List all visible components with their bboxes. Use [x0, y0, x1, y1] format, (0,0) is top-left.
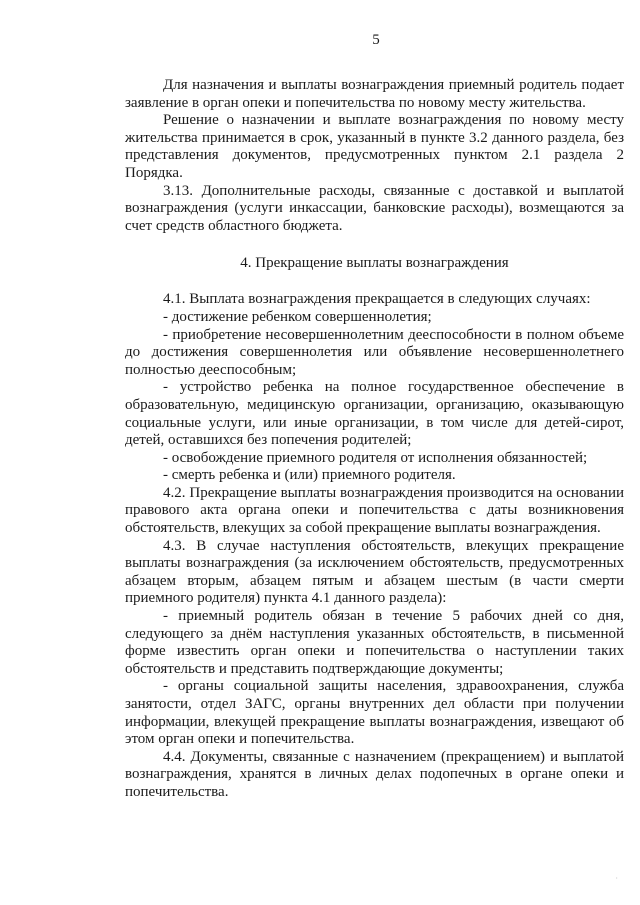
paragraph-4-1: 4.1. Выплата вознаграждения прекращается в следующих случаях:: [163, 291, 591, 308]
list-item: - органы социальной защиты населения, здравоохранения, служба занятости, отдел ЗАГС, органы внутренних дел области при получении информации, влекущей прекращение выплаты вознаграждения, извещают об этом орган опеки и попечительства.: [125, 678, 624, 748]
paragraph-4-2: 4.2. Прекращение выплаты вознаграждения производится на основании правового акта органа опеки и попечительства с даты возникновения обстоятельств, влекущих за собой прекращение выплаты вознаграждения.: [125, 484, 624, 537]
list-item: - устройство ребенка на полное государственное обеспечение в образовательную, медицинскую организации, организацию, оказывающую социальные услуги, или иные организации, в том числе для детей-сирот, детей, оставшихся без попечения родителей;: [125, 379, 624, 449]
list-item: - приемный родитель обязан в течение 5 рабочих дней со дня, следующего за днём наступления указанных обстоятельств, в письменной форме известить орган опеки и попечительства о наступлении таких обстоятельств и представить подтверждающие документы;: [125, 608, 624, 677]
list-item: - смерть ребенка и (или) приемного родителя.: [163, 467, 456, 484]
scan-speck: ·: [615, 874, 618, 883]
page-number: 5: [372, 32, 380, 48]
paragraph-4-4: 4.4. Документы, связанные с назначением (прекращением) и выплатой вознаграждения, хранятся в личных делах подопечных в органе опеки и попечительства.: [125, 748, 624, 800]
paragraph-application: Для назначения и выплаты вознаграждения приемный родитель подает заявление в орган опеки и попечительства по новому месту жительства.: [125, 77, 624, 111]
list-item: - приобретение несовершеннолетним дееспособности в полном объеме до достижения совершеннолетия или объявление несовершеннолетнего полностью дееспособным;: [125, 326, 624, 378]
document-body: [125, 77, 624, 802]
paragraph-3-13: 3.13. Дополнительные расходы, связанные с доставкой и выплатой вознаграждения (услуги инкассации, банковские расходы), возмещаются за счет средств областного бюджета.: [125, 182, 624, 234]
paragraph-decision: Решение о назначении и выплате вознаграждения по новому месту жительства принимается в срок, указанный в пункте 3.2 данного раздела, без представления документов, предусмотренных пунктом 2.1 раздела 2 Порядка.: [125, 112, 624, 181]
section-4-title: 4. Прекращение выплаты вознаграждения: [240, 255, 509, 272]
list-item: - достижение ребенком совершеннолетия;: [163, 308, 432, 325]
list-item: - освобождение приемного родителя от исполнения обязанностей;: [163, 449, 588, 466]
paragraph-4-3: 4.3. В случае наступления обстоятельств, влекущих прекращение выплаты вознаграждения (за исключением обстоятельств, предусмотренных абзацем вторым, абзацем пятым и абзацем шестым (в части смерти приемного родителя) пункта 4.1 данного раздела):: [125, 537, 624, 607]
